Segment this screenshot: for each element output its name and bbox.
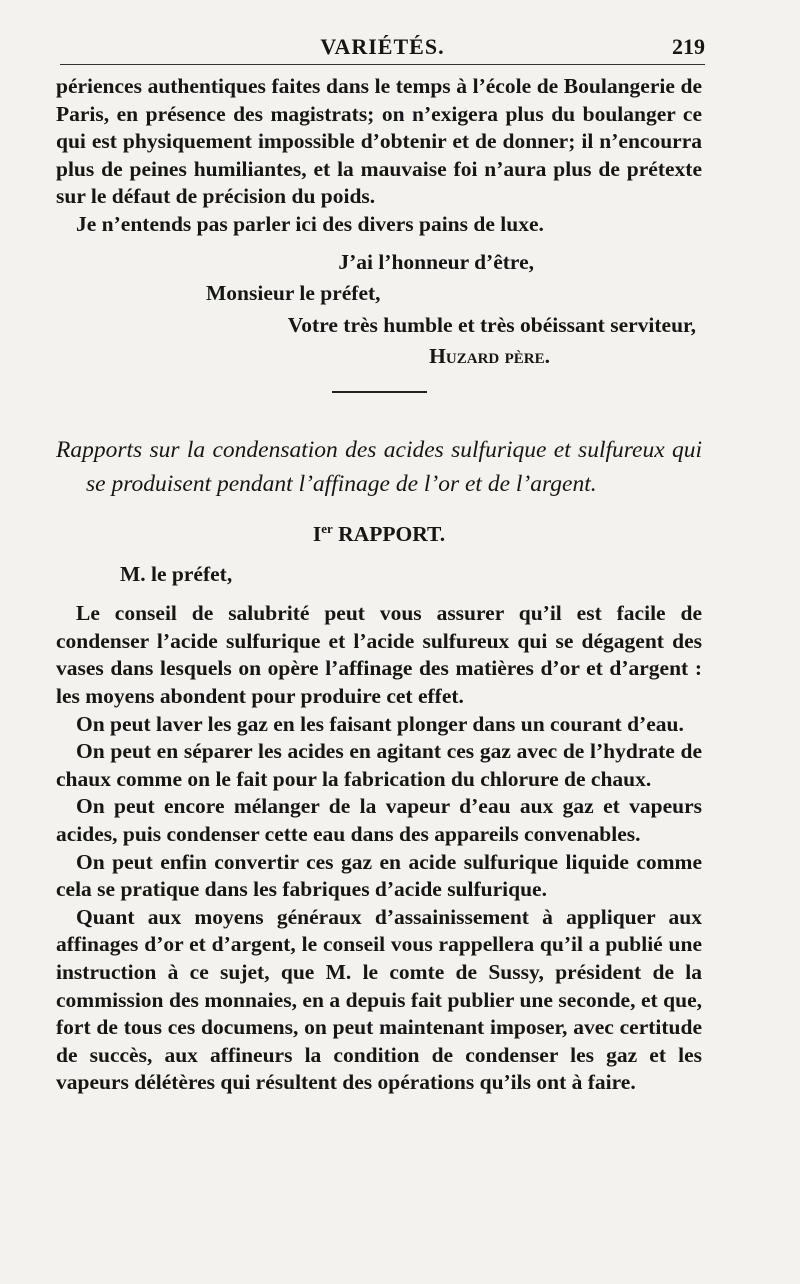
letter-closing: J’ai l’honneur d’être, [338, 249, 534, 274]
report-paragraph: Quant aux moyens généraux d’assainissement à appliquer aux affinages d’or et d’argent, le conseil vous rappellera qu’il a publié une instruction à ce sujet, que M. le comte de Sussy, président de la commission des monnaies, en a depuis fait publier une seconde, et que, fort de tous ces documens, on peut maintenant imposer, avec certitude de succès, aux affineurs la condition de condenser les gaz et les vapeurs délétères qui résultent des opérations qu’ils ont à faire. [56, 904, 702, 1095]
section-divider [332, 391, 427, 393]
letter-paragraph: Je n’entends pas parler ici des divers pains de luxe. [76, 211, 544, 236]
report-title: Rapports sur la condensation des acides sulfurique et sulfureux qui se produisent pendant l’affinage de l’or et de l’argent. [56, 436, 702, 497]
report-number: Ier RAPPORT. [312, 520, 446, 547]
letter-paragraph: périences authentiques faites dans le temps à l’école de Boulangerie de Paris, en présence des magistrats; on n’exigera plus du boulanger ce qui est physiquement impossible d’obtenir et de donner; il n’encourra plus de peines humiliantes, et la mauvaise foi n’aura plus de prétexte sur le défaut de précision du poids. [56, 74, 702, 209]
page-body [56, 73, 702, 1097]
letter-salutation: Monsieur le préfet, [206, 281, 381, 306]
page-header [60, 30, 705, 65]
page-number: 219 [672, 34, 705, 59]
report-paragraph: On peut laver les gaz en les faisant plonger dans un courant d’eau. [76, 711, 684, 736]
letter-signature: Huzard père. [429, 344, 550, 369]
report-paragraph: On peut enfin convertir ces gaz en acide sulfurique liquide comme cela se pratique dans les fabriques d’acide sulfurique. [56, 849, 702, 902]
letter-valediction: Votre très humble et très obéissant serviteur, [287, 312, 696, 337]
report-paragraph: Le conseil de salubrité peut vous assurer qu’il est facile de condenser l’acide sulfurique et l’acide sulfureux qui se dégagent des vases dans lesquels on opère l’affinage des matières d’or et d’argent : les moyens abondent pour produire cet effet. [56, 601, 702, 709]
report-paragraph: On peut encore mélanger de la vapeur d’eau aux gaz et vapeurs acides, puis condenser cette eau dans des appareils convenables. [56, 794, 702, 847]
running-title: VARIÉTÉS. [320, 34, 445, 59]
report-paragraph: On peut en séparer les acides en agitant ces gaz avec de l’hydrate de chaux comme on le fait pour la fabrication du chlorure de chaux. [56, 739, 702, 791]
report-address: M. le préfet, [120, 561, 233, 586]
